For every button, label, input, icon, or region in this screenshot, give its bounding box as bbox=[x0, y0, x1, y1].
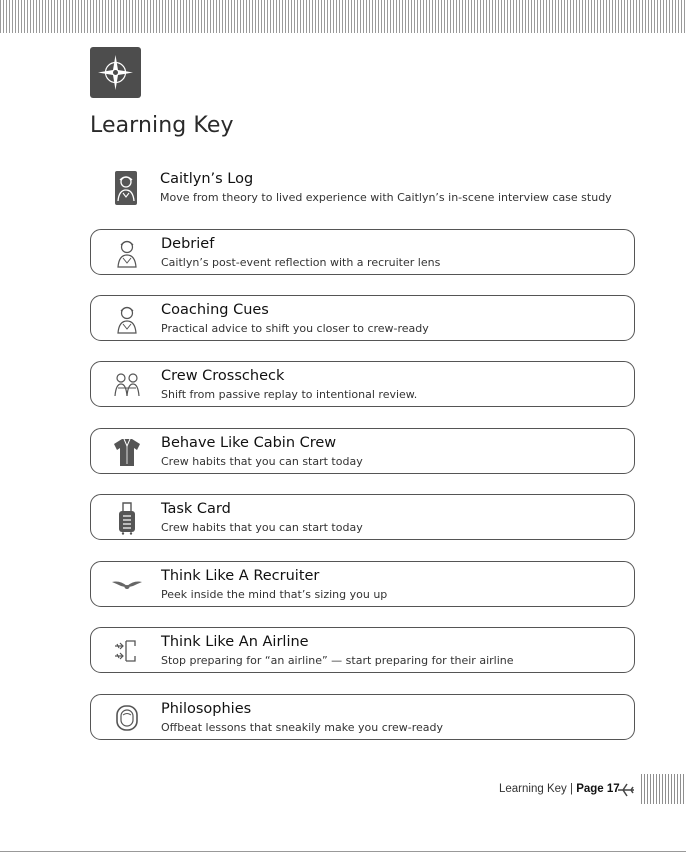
legend-item-debrief bbox=[90, 229, 635, 275]
item-description: Crew habits that you can start today bbox=[161, 455, 363, 468]
legend-item-think-like-an-airline bbox=[90, 627, 635, 673]
footer-separator: | bbox=[569, 783, 573, 795]
page-footer bbox=[499, 783, 620, 795]
legend-item-philosophies bbox=[90, 694, 635, 740]
item-description: Stop preparing for “an airline” — start preparing for their airline bbox=[161, 654, 514, 667]
item-description: Practical advice to shift you closer to crew-ready bbox=[161, 322, 429, 335]
item-description: Peek inside the mind that’s sizing you up bbox=[161, 588, 388, 601]
item-title: Caitlyn’s Log bbox=[160, 171, 254, 187]
footer-page-number: Page 17 bbox=[576, 783, 620, 795]
legend-item-crew-crosscheck bbox=[90, 361, 635, 407]
airplane-icon bbox=[617, 782, 635, 798]
item-title: Behave Like Cabin Crew bbox=[161, 435, 337, 451]
luggage-icon bbox=[110, 502, 144, 534]
legend-item-behave-like-cabin-crew bbox=[90, 428, 635, 474]
item-title: Philosophies bbox=[161, 701, 252, 717]
item-description: Shift from passive replay to intentional review. bbox=[161, 388, 418, 401]
uniform-icon bbox=[110, 436, 144, 468]
crew-portrait-icon bbox=[110, 303, 144, 335]
legend-item-task-card bbox=[90, 494, 635, 540]
footer-section: Learning Key bbox=[499, 783, 567, 795]
legend-item-coaching-cues bbox=[90, 295, 635, 341]
item-description: Offbeat lessons that sneakily make you crew-ready bbox=[161, 721, 444, 734]
item-description: Move from theory to lived experience with Caitlyn’s in-scene interview case study bbox=[160, 191, 612, 204]
header-stripe-band bbox=[0, 0, 686, 33]
item-title: Debrief bbox=[161, 236, 215, 252]
legend-item-think-like-a-recruiter bbox=[90, 561, 635, 607]
crew-portrait-icon bbox=[110, 237, 144, 269]
wings-icon bbox=[110, 569, 144, 601]
item-description: Caitlyn’s post-event reflection with a recruiter lens bbox=[161, 256, 441, 269]
crew-pair-icon bbox=[110, 369, 144, 401]
aircraft-window-icon bbox=[110, 702, 144, 734]
crew-portrait-icon bbox=[109, 172, 143, 204]
item-title: Crew Crosscheck bbox=[161, 368, 285, 384]
page-title: Learning Key bbox=[90, 113, 234, 138]
item-title: Think Like An Airline bbox=[161, 634, 309, 650]
item-title: Think Like A Recruiter bbox=[161, 568, 320, 584]
item-title: Coaching Cues bbox=[161, 302, 269, 318]
item-title: Task Card bbox=[161, 501, 231, 517]
compass-star-logo bbox=[90, 47, 141, 98]
legend-item-caitlyns-log bbox=[90, 165, 635, 211]
departures-icon bbox=[110, 635, 144, 667]
item-description: Crew habits that you can start today bbox=[161, 521, 363, 534]
footer-stripe-band bbox=[641, 774, 686, 804]
